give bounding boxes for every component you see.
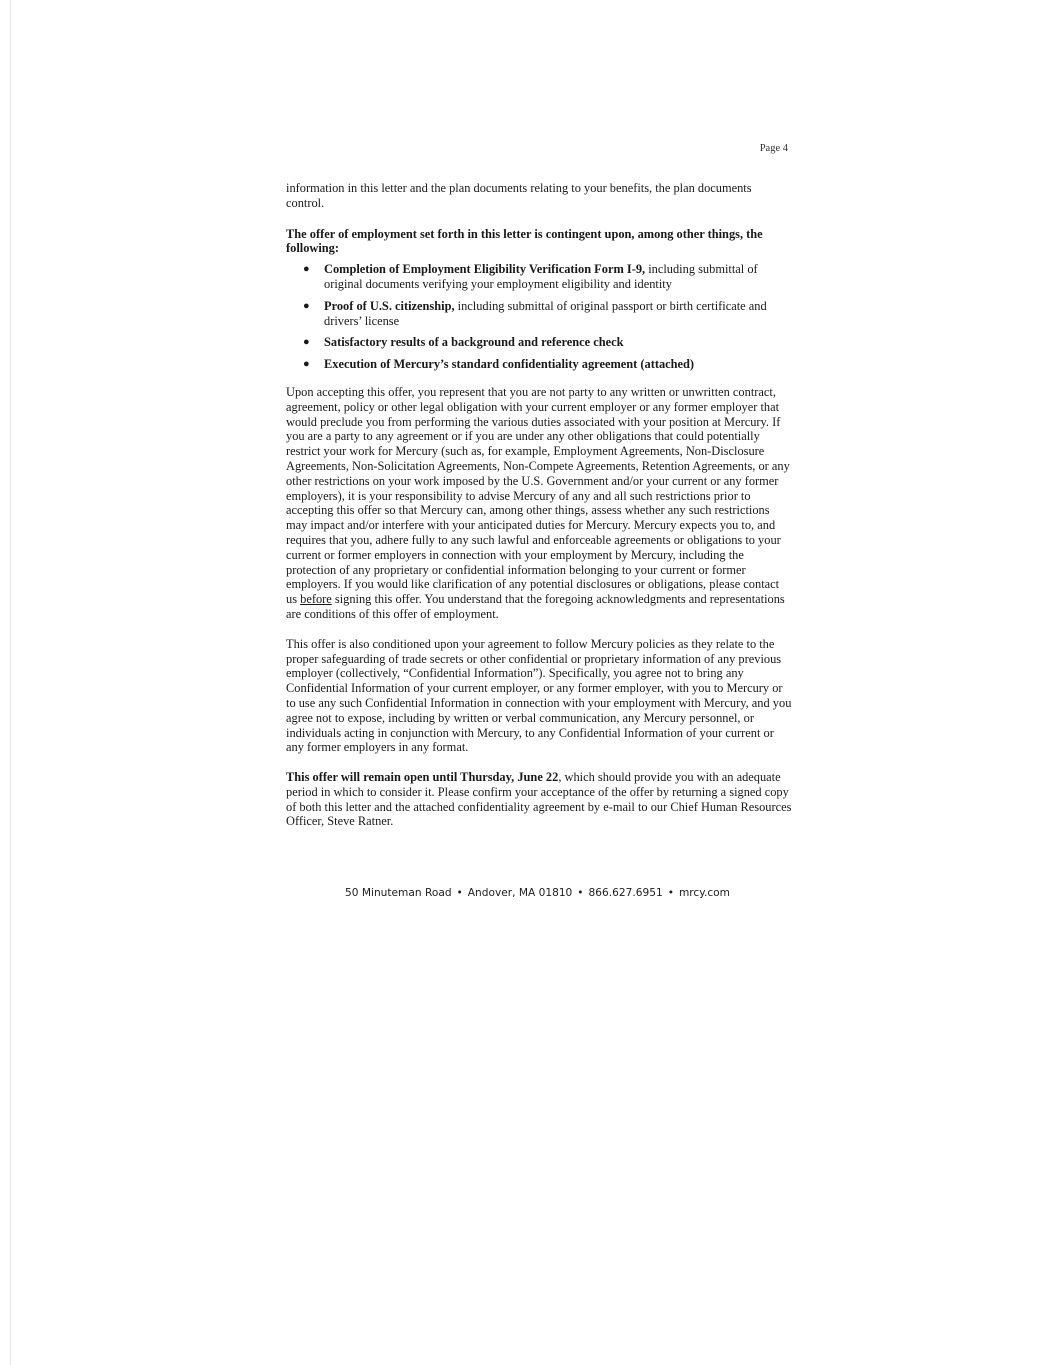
- footer-separator: •: [577, 887, 584, 899]
- footer-address: 50 Minuteman Road: [345, 887, 452, 899]
- condition-title: Completion of Employment Eligibility Verification Form I-9,: [324, 262, 646, 277]
- page-number: Page 4: [759, 143, 788, 154]
- before-emphasis: before: [300, 592, 332, 607]
- condition-item: [286, 357, 792, 372]
- footer-city: Andover, MA 01810: [467, 887, 573, 899]
- footer-separator: •: [456, 887, 463, 899]
- deadline-paragraph: [286, 770, 792, 829]
- footer-phone: 866.627.6951: [588, 887, 663, 899]
- condition-title: Satisfactory results of a background and reference check: [324, 335, 624, 350]
- condition-title: Execution of Mercury’s standard confidentiality agreement (attached): [324, 357, 695, 372]
- footer-website: mrcy.com: [678, 887, 730, 899]
- bullet-icon: ●: [303, 336, 310, 349]
- condition-item: [286, 299, 792, 329]
- bullet-icon: ●: [303, 358, 310, 371]
- condition-detail: including submittal of original passport or birth certificate and drivers’ license: [324, 298, 767, 328]
- conditions-intro: The offer of employment set forth in this letter is contingent upon, among other things, the following:: [286, 226, 763, 256]
- letter-body: [286, 181, 792, 829]
- scan-edge: [10, 0, 11, 1365]
- deadline-emphasis: This offer will remain open until Thursday, June 22: [286, 770, 559, 785]
- representation-text-end: signing this offer. You understand that the foregoing acknowledgments and representations are conditions of this offer of employment.: [286, 592, 785, 621]
- carryover-paragraph: information in this letter and the plan documents relating to your benefits, the plan documents control.: [286, 181, 752, 210]
- deadline-text: , which should provide you with an adequate period in which to consider it. Please confirm your acceptance of the offer by returning a signed copy of both this letter and the attached confidentiality agreement by e-mail to our Chief Human Resources Officer, Steve Ratner.: [286, 770, 792, 829]
- conditions-list: [286, 262, 792, 372]
- condition-detail: including submittal of original documents verifying your employment eligibility and identity: [324, 262, 758, 291]
- condition-item: [286, 335, 792, 350]
- condition-title: Proof of U.S. citizenship,: [324, 298, 455, 313]
- representation-paragraph: [286, 385, 792, 622]
- confidential-information-paragraph: This offer is also conditioned upon your agreement to follow Mercury policies as they relate to the proper safeguarding of trade secrets or other confidential or proprietary information of any previous employer (collectively, “Confidential Information”). Specifically, you agree not to bring any Confidential Information of your current employer, or any former employer, with you to Mercury or to use any such Confidential Information in connection with your employment with Mercury, and you agree not to expose, including by written or verbal communication, any Mercury personnel, or individuals acting in conjunction with Mercury, to any Confidential Information of your current or any former employers in any format.: [286, 636, 792, 755]
- representation-text: Upon accepting this offer, you represent that you are not party to any written or unwritten contract, agreement, policy or other legal obligation with your current employer or any former employer that would preclude you from performing the various duties associated with your position at Mercury. If you are a party to any agreement or if you are under any other obligations that could potentially restrict your work for Mercury (such as, for example, Employment Agreements, Non-Disclosure Agreements, Non-Solicitation Agreements, Non-Compete Agreements, Retention Agreements, or any other restrictions on your work imposed by the U.S. Government and/or your current or any former employers), it is your responsibility to advise Mercury of any and all such restrictions prior to accepting this offer so that Mercury can, among other things, assess whether any such restrictions may impact and/or interfere with your anticipated duties for Mercury. Mercury expects you to, and requires that you, adhere fully to any such lawful and enforceable agreements or obligations to your current or former employers in connection with your employment by Mercury, including the protection of any proprietary or confidential information belonging to your current or former employers. If you would like clarification of any potential disclosures or obligations, please contact us: [286, 384, 790, 607]
- bullet-icon: ●: [303, 263, 310, 276]
- letterhead-footer: [0, 887, 1055, 899]
- footer-separator: •: [667, 887, 674, 899]
- condition-item: [286, 262, 792, 292]
- bullet-icon: ●: [303, 299, 310, 312]
